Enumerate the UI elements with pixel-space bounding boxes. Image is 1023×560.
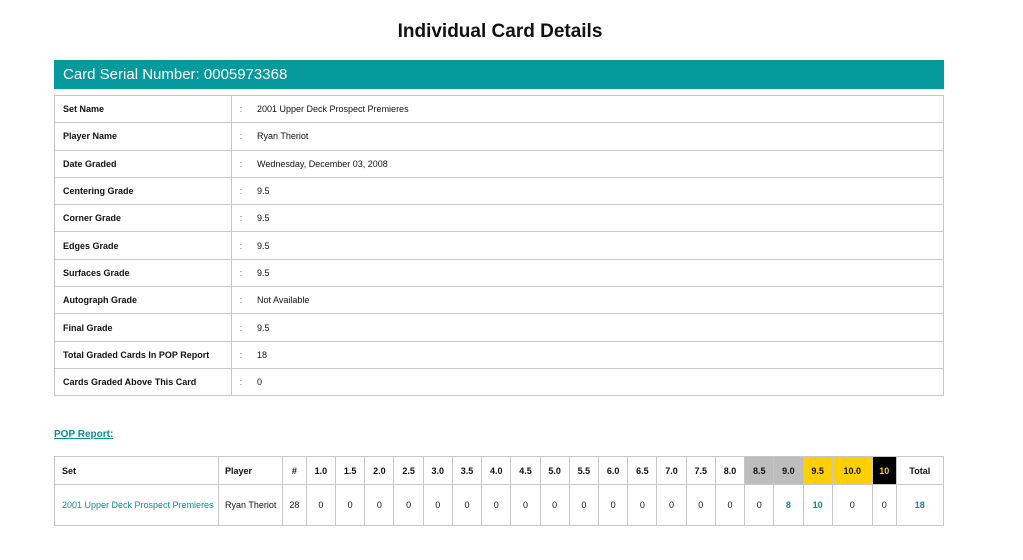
pop-header-grade: 1.5 <box>336 457 365 485</box>
pop-count: 0 <box>336 485 365 526</box>
details-value: Wednesday, December 03, 2008 <box>250 150 944 177</box>
details-label: Autograph Grade <box>55 287 232 314</box>
details-row-centering-grade <box>55 177 944 204</box>
details-label: Final Grade <box>55 314 232 341</box>
pop-header-grade: 10 <box>872 457 896 485</box>
details-value: 0 <box>250 368 944 395</box>
pop-header-set: Set <box>55 457 219 485</box>
pop-header-row <box>55 457 944 485</box>
details-row-surfaces-grade <box>55 259 944 286</box>
pop-header-grade: 2.5 <box>394 457 423 485</box>
details-row-total-graded <box>55 341 944 368</box>
pop-count: 0 <box>715 485 744 526</box>
details-row-set-name <box>55 96 944 123</box>
pop-header-grade: 4.5 <box>511 457 540 485</box>
pop-header-grade: 3.0 <box>423 457 452 485</box>
details-row-corner-grade <box>55 205 944 232</box>
pop-header-number: # <box>283 457 307 485</box>
details-row-autograph-grade <box>55 287 944 314</box>
pop-header-grade: 7.0 <box>657 457 686 485</box>
details-separator: : <box>232 232 251 259</box>
details-separator: : <box>232 314 251 341</box>
details-row-final-grade <box>55 314 944 341</box>
details-value: 9.5 <box>250 177 944 204</box>
pop-data-row <box>55 485 944 526</box>
details-label: Set Name <box>55 96 232 123</box>
details-value: 9.5 <box>250 205 944 232</box>
pop-count: 0 <box>686 485 715 526</box>
details-separator: : <box>232 177 251 204</box>
pop-header-grade: 4.0 <box>482 457 511 485</box>
details-value: Ryan Theriot <box>250 123 944 150</box>
details-label: Cards Graded Above This Card <box>55 368 232 395</box>
details-value: 2001 Upper Deck Prospect Premieres <box>250 96 944 123</box>
details-value: 9.5 <box>250 314 944 341</box>
card-serial-number-bar: Card Serial Number: 0005973368 <box>54 60 944 89</box>
pop-count: 0 <box>657 485 686 526</box>
pop-set-link[interactable]: 2001 Upper Deck Prospect Premieres <box>55 485 219 526</box>
details-label: Centering Grade <box>55 177 232 204</box>
pop-header-total: Total <box>896 457 943 485</box>
details-label: Player Name <box>55 123 232 150</box>
pop-header-grade: 6.5 <box>628 457 657 485</box>
details-separator: : <box>232 287 251 314</box>
details-label: Edges Grade <box>55 232 232 259</box>
details-label: Corner Grade <box>55 205 232 232</box>
details-separator: : <box>232 368 251 395</box>
pop-count: 0 <box>306 485 335 526</box>
details-separator: : <box>232 205 251 232</box>
pop-header-grade: 5.5 <box>569 457 598 485</box>
pop-header-player: Player <box>219 457 283 485</box>
pop-count: 0 <box>452 485 481 526</box>
pop-header-grade: 6.0 <box>599 457 628 485</box>
pop-count: 0 <box>511 485 540 526</box>
details-row-player-name <box>55 123 944 150</box>
pop-count: 0 <box>872 485 896 526</box>
details-label: Surfaces Grade <box>55 259 232 286</box>
pop-header-grade: 9.0 <box>774 457 803 485</box>
pop-count: 0 <box>832 485 872 526</box>
pop-header-grade: 9.5 <box>803 457 832 485</box>
details-value: 18 <box>250 341 944 368</box>
pop-header-grade: 8.5 <box>745 457 774 485</box>
pop-count: 0 <box>599 485 628 526</box>
pop-report-link[interactable]: POP Report: <box>54 429 114 440</box>
details-separator: : <box>232 123 251 150</box>
details-separator: : <box>232 259 251 286</box>
details-label: Total Graded Cards In POP Report <box>55 341 232 368</box>
details-label: Date Graded <box>55 150 232 177</box>
pop-count: 0 <box>628 485 657 526</box>
details-separator: : <box>232 341 251 368</box>
pop-report-table <box>54 456 944 526</box>
pop-count: 0 <box>394 485 423 526</box>
pop-count: 0 <box>745 485 774 526</box>
pop-count: 0 <box>365 485 394 526</box>
page-title: Individual Card Details <box>397 21 603 42</box>
details-row-graded-above <box>55 368 944 395</box>
pop-header-grade: 7.5 <box>686 457 715 485</box>
pop-player: Ryan Theriot <box>219 485 283 526</box>
details-value: 9.5 <box>250 259 944 286</box>
pop-header-grade: 10.0 <box>832 457 872 485</box>
pop-header-grade: 8.0 <box>715 457 744 485</box>
pop-count-link[interactable]: 10 <box>803 485 832 526</box>
pop-header-grade: 1.0 <box>306 457 335 485</box>
pop-header-grade: 2.0 <box>365 457 394 485</box>
details-value: 9.5 <box>250 232 944 259</box>
pop-header-grade: 3.5 <box>452 457 481 485</box>
pop-count: 0 <box>569 485 598 526</box>
pop-count: 0 <box>482 485 511 526</box>
details-value: Not Available <box>250 287 944 314</box>
pop-count: 0 <box>540 485 569 526</box>
details-row-edges-grade <box>55 232 944 259</box>
card-details-table <box>54 95 944 396</box>
pop-number: 28 <box>283 485 307 526</box>
pop-header-grade: 5.0 <box>540 457 569 485</box>
pop-total-link[interactable]: 18 <box>896 485 943 526</box>
pop-count-link[interactable]: 8 <box>774 485 803 526</box>
details-row-date-graded <box>55 150 944 177</box>
pop-count: 0 <box>423 485 452 526</box>
details-separator: : <box>232 96 251 123</box>
details-separator: : <box>232 150 251 177</box>
